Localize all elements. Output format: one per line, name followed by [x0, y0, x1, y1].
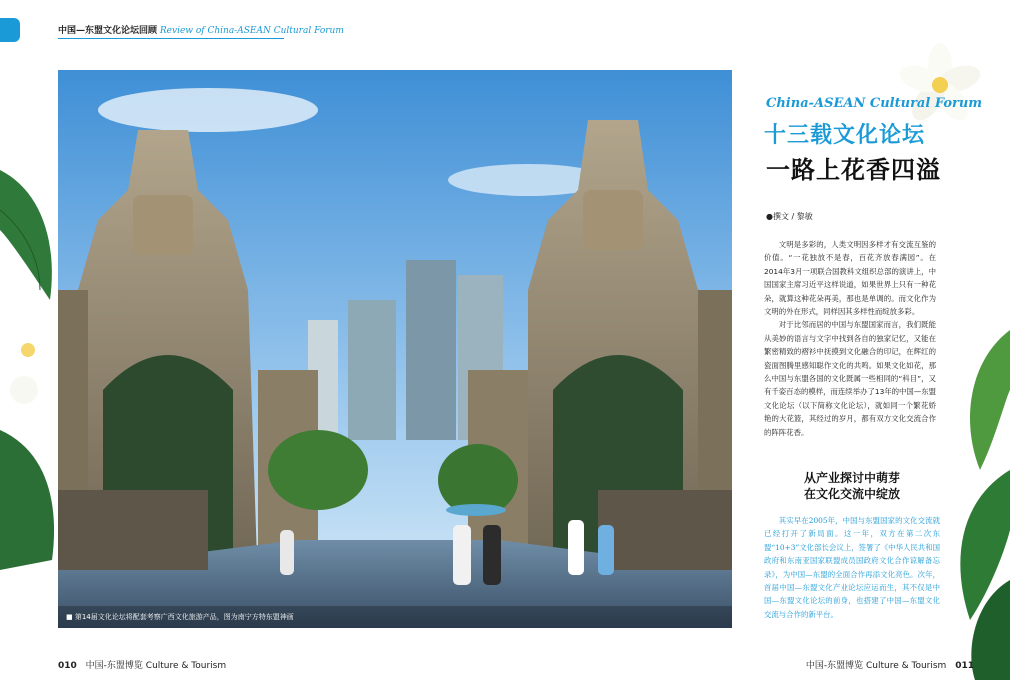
forum-english-title: China-ASEAN Cultural Forum [766, 96, 983, 111]
body-paragraph: 对于比邻而居的中国与东盟国家而言，我们既能从美妙的语言与文字中找到各自的独家记忆，又能在繁密精致的褶衫中抚摸到文化融合的印记，在辉红的瓷面图腾里感知聪作文化的共鸣。如果文化如花，那么中国与东盟各国的文化既属一些相同的“科目”，又有千姿百态的模样，而连续举办了13年的中国—东盟文化论坛（以下简称文化论坛），就如同一个繁花娇艳的大花篮，其经过的岁月，都有双方文化交流合作的阵阵花香。 [764, 320, 937, 437]
page-tab-marker [0, 18, 20, 42]
header-cn: 中国—东盟文化论坛回顾 [58, 26, 158, 36]
tropical-leaf-icon [0, 150, 60, 570]
body-paragraph: 文明是多彩的，人类文明因多样才有交流互鉴的价值。“一花独放不是春，百花齐放春满园”。在2014年3月一项联合国教科文组织总部的演讲上，中国国家主席习近平这样说道，如果世界上只有一种花朵，就算这种花朵再美，那也是单调的。而文化作为文明的外在形式，同样因其多样性而绽放多彩。 [764, 240, 936, 317]
page-number-right: 011 [955, 661, 974, 671]
article-title-line2: 一路上花香四溢 [766, 155, 941, 184]
tropical-leaf-icon [940, 330, 1010, 680]
subheading-line2: 在文化交流中绽放 [803, 487, 900, 501]
article-title-line1: 十三载文化论坛 [764, 122, 926, 148]
section-subheading [764, 470, 940, 502]
blue-paragraph: 其实早在2005年，中国与东盟国家的文化交流就已经打开了新局面。这一年，双方在第二次东盟“10+3”文化部长会议上，签署了《中华人民共和国政府和东南亚国家联盟成员国政府文化合作谅解备忘录》，为中国—东盟的全面合作再添文化亮色。次年，首届中国—东盟文化产业论坛应运而生，其不仅是中国—东盟文化论坛的前身，也搭建了中国—东盟文化交流与合作的新平台。 [764, 516, 940, 619]
running-header [58, 23, 344, 36]
feature-photo [58, 70, 732, 628]
photo-caption: ■ 第14届文化论坛将配套考察广西文化旅游产品，图为南宁方特东盟神画 [66, 613, 294, 621]
byline: ●撰文 / 黎敏 [766, 212, 813, 221]
article-body [764, 238, 936, 439]
header-en: Review of China-ASEAN Cultural Forum [159, 26, 344, 36]
subheading-line1: 从产业探讨中萌芽 [803, 471, 900, 485]
header-rule [58, 38, 284, 39]
footer-left [58, 658, 226, 671]
section-body [764, 514, 940, 621]
footer-right [806, 658, 974, 671]
footer-brand-left: 中国-东盟博览 Culture & Tourism [85, 661, 227, 671]
page-number-left: 010 [58, 661, 77, 671]
footer-brand-right: 中国-东盟博览 Culture & Tourism [805, 661, 947, 671]
